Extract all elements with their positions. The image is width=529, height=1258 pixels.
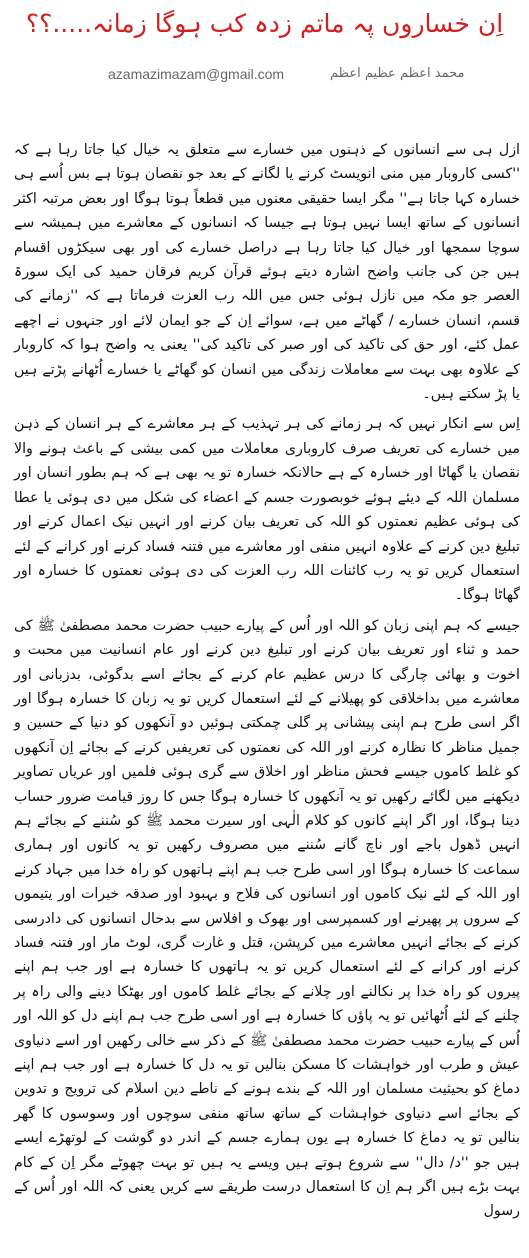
author-email[interactable]: azamazimazam@gmail.com [108, 66, 285, 82]
article-body [14, 138, 520, 1230]
article-title: اِن خساروں پہ ماتم زدہ کب ہوگا زمانہ.....؟؟ [25, 9, 504, 38]
byline [0, 64, 529, 86]
paragraph: ازل ہی سے انسانوں کے ذہنوں میں خسارے سے متعلق یہ خیال کیا جاتا رہا ہے کہ ''کسی کاروبار میں منی انویسٹ کرنے یا لگانے کے بعد جو نقصان ہوتا ہے بس اُسے ہی خسارہ کہا جاتا ہے'' مگر ایسا حقیقی معنوں میں قطعاً ہوتا ہوگا اور بعض مرتبہ اکثر انسانوں کے ساتھ ایسا نہیں ہوتا ہے جیسا کہ انسانوں کے معاشرے میں ہمیشہ سے سوچا سمجھا اور خیال کیا جاتا رہا ہے دراصل خسارے کی اور بھی سیکڑوں اقسام ہیں جن کی جانب واضح اشارہ دیتے ہوئے قرآن کریم فرقان حمید کی ایک سورۃ العصر جو مکہ میں نازل ہوئی جس میں اللہ رب العزت فرماتا ہے کہ ''زمانے کی قسم، انسان خسارے / گھاٹے میں ہے، سوائے اِن کے جو ایمان لائے اور جنہوں نے اچھے عمل کئے، اور حق کی تاکید کی اور صبر کی تاکید کی'' یعنی یہ واضح ہوا کہ کاروبار کے علاوہ بھی بہت سے معاملات زندگی میں انسان کو گھاٹے یا خسارے اُٹھانے پڑتے ہیں یا پڑ سکتے ہیں۔ [14, 142, 520, 403]
paragraph: اِس سے انکار نہیں کہ ہر زمانے کی ہر تہذیب کے ہر معاشرے کے ہر انسان کے ذہن میں خسارے کی تعریف صرف کاروباری معاملات میں کمی بیشی کے باعث ہونے والا نقصان یا گھاٹا اور خسارہ کے ہے حالانکہ خسارہ تو یہ بھی ہے کہ ہم بطور انسان اور مسلمان اللہ کے دیئے ہوئے خوبصورت جسم کے اعضاء کی شکل میں دی ہوئی یا عطا کی ہوئی عظیم نعمتوں کو اللہ کی تعریف بیان کرنے اور انہیں نیک اعمال کرنے اور تبلیغ دین کرنے کے علاوہ انہیں منفی اور معاشرے میں فتنہ فساد کرنے اور کرانے کے لئے استعمال کریں تو یہ رب کائنات اللہ رب العزت کی دی ہوئی نعمتوں کا خسارہ اور گھاٹا ہوگا۔ [14, 416, 520, 604]
paragraph: جیسے کہ ہم اپنی زبان کو اللہ اور اُس کے پیارے حبیب حضرت محمد مصطفیٰ ﷺ کی حمد و ثناء اور تعریف بیان کرنے اور تبلیغ دین کرنے اور عام انسانیت میں محبت و اخوت و بھائی چارگی کا درس عظیم عام کرنے کے بجائے اسے بدگوئی، بدزبانی اور معاشرے میں بداخلاقی کو پھیلانے کے لئے استعمال کریں تو یہ زبان کا خسارہ ہوگا اور اگر اسی طرح ہم اپنی پیشانی پر گلی چمکتی ہوئیں دو آنکھوں کو دنیا کے حسین و جمیل مناظر کا نظارہ کرنے اور اللہ کی نعمتوں کی تعریفیں کرنے کے بجائے اِن آنکھوں کو غلط کاموں جیسے فحش مناظر اور اخلاق سے گری ہوئی فلمیں اور عریاں تصاویر دیکھنے میں لگائے رکھیں تو یہ آنکھوں کا خسارہ ہوگا جس کا روز قیامت ضرور حساب دینا ہوگا، اور اگر اپنے کانوں کو کلام الٰہی اور سیرت محمد ﷺ کو سُننے کے بجائے ہم انہیں ڈھول باجے اور ناچ گانے سُننے میں مصروف رکھیں تو یہ کانوں اور ہماری سماعت کا خسارہ ہوگا اور اسی طرح جب ہم اپنے ہاتھوں کو راہ خدا میں جہاد کرنے اور اللہ کے لئے نیک کاموں اور انسانوں کی فلاح و بہبود اور صدقہ خیرات اور یتیموں کے سروں پر پھیرنے اور کسمپرسی اور بھوک و افلاس سے بدحال انسانوں کی دادرسی کرنے کے بجائے انہیں معاشرے میں کرپشن، قتل و غارت گری، لوٹ مار اور فتنہ فساد کرنے اور کرانے کے لئے استعمال کریں تو یہ ہاتھوں کا خسارہ ہے اور جب ہم اپنے پیروں کو راہ خدا پر نکالنے اور چلانے کے بجائے غلط کاموں اور بھٹکا دینے والی راہ پر چلنے کے لئے اُٹھائیں تو یہ پاؤں کا خسارہ ہے اور اسی طرح جب ہم اپنے دل کو اللہ اور اُس کے پیارے حبیب حضرت محمد مصطفیٰ ﷺ کے ذکر سے خالی رکھیں اور اسے دنیاوی عیش و طرب اور خواہشات کا مسکن بنالیں تو یہ دل کا خسارہ ہے اور جب ہم اپنے دماغ کو بحیثیت مسلمان اور اللہ کے بندے ہونے کے ناطے دین اسلام کی ترویج و تدوین کے بجائے اسے دنیاوی خواہشات کے ساتھ ساتھ منفی سوچوں اور وسوسوں کا گھر بنالیں تو یہ دماغ کا خسارہ ہے یوں ہمارے جسم کے اندر دو گوشت کے لوتھڑے ایسے ہیں جو ''د/ دال'' سے شروع ہوتے ہیں ویسے یہ ہیں تو بہت چھوٹے مگر اِن کے کام بہت بڑے ہیں اگر ہم اِن کا استعمال درست طریقے سے کریں یعنی کہ اللہ اور اُس کے رسول [14, 617, 520, 1220]
author-name: محمد اعظم عظیم اعظم [330, 66, 465, 81]
